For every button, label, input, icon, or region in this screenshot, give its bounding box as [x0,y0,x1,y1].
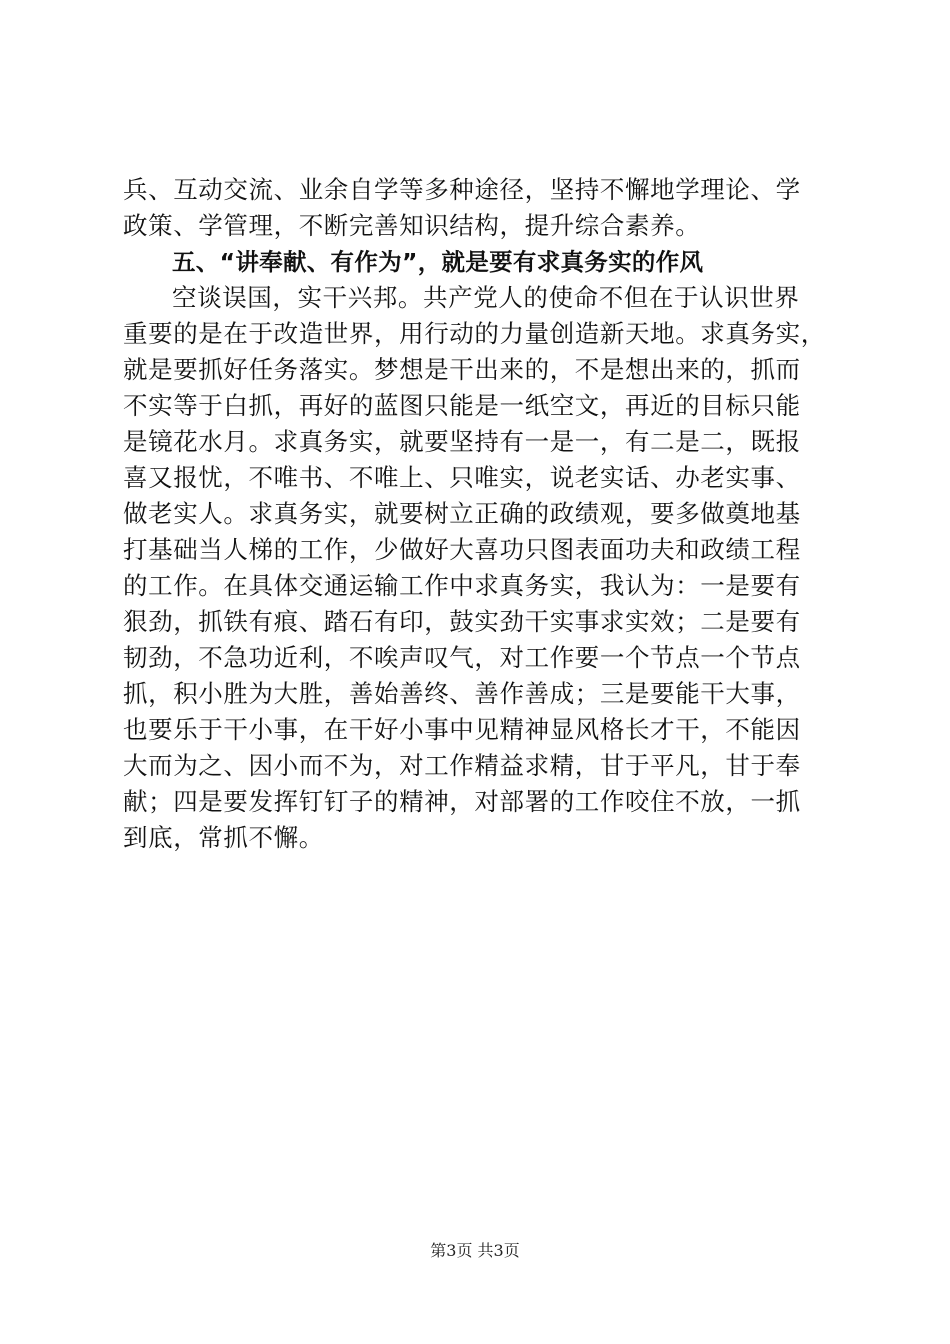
text-line: 抓，积小胜为大胜，善始善终、善作善成；三是要能干大事， [123,679,801,708]
text-line: 就是要抓好任务落实。梦想是干出来的，不是想出来的，抓而 [123,355,801,384]
text-line: 做老实人。求真务实，就要树立正确的政绩观，要多做奠地基 [123,499,801,528]
text-line: 兵、互动交流、业余自学等多种途径，坚持不懈地学理论、学 [123,175,801,204]
text-line: 是镜花水月。求真务实，就要坚持有一是一，有二是二，既报 [123,427,801,456]
text-line: 喜又报忧，不唯书、不唯上、只唯实，说老实话、办老实事、 [123,463,801,492]
page-number-footer: 第3页 共3页 [430,1241,520,1260]
text-line: 大而为之、因小而不为，对工作精益求精，甘于平凡，甘于奉 [123,751,801,780]
text-line: 到底，常抓不懈。 [123,823,324,852]
document-body [123,172,843,856]
text-line: 不实等于白抓，再好的蓝图只能是一纸空文，再近的目标只能 [123,391,801,420]
section-heading: 五、“讲奉献、有作为”，就是要有求真务实的作风 [172,248,704,276]
text-line: 打基础当人梯的工作，少做好大喜功只图表面功夫和政绩工程 [123,535,801,564]
text-line: 政策、学管理，不断完善知识结构，提升综合素养。 [123,211,701,240]
text-line: 重要的是在于改造世界，用行动的力量创造新天地。求真务实， [123,319,826,348]
text-line: 献；四是要发挥钉钉子的精神，对部署的工作咬住不放，一抓 [123,787,801,816]
paragraph-first-line: 空谈误国，实干兴邦。共产党人的使命不但在于认识世界 [172,283,800,312]
text-line: 也要乐于干小事，在干好小事中见精神显风格长才干，不能因 [123,715,801,744]
text-line: 的工作。在具体交通运输工作中求真务实，我认为：一是要有 [123,571,801,600]
text-line: 韧劲，不急功近利，不唉声叹气，对工作要一个节点一个节点 [123,643,801,672]
text-line: 狠劲，抓铁有痕、踏石有印，鼓实劲干实事求实效；二是要有 [123,607,801,636]
